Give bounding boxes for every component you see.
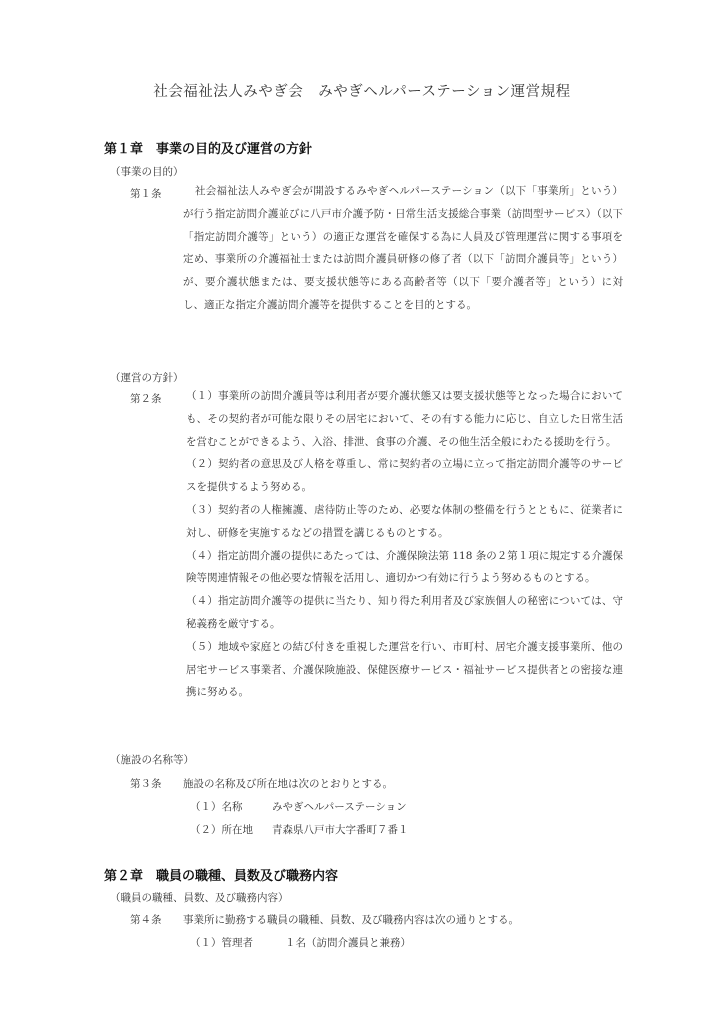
chapter-2-heading: 第２章 職員の職種、員数及び職務内容	[104, 869, 339, 884]
policy-item: （４）指定訪問介護等の提供に当たり、知り得た利用者及び家族個人の秘密については、守秘義務を厳守する。	[186, 595, 623, 630]
article-1-label: 第１条	[130, 188, 162, 200]
section-heading-staff: （職員の職種、員数、及び職務内容）	[110, 892, 289, 904]
article-1-body: 社会福祉法人みやぎ会が開設するみやぎヘルパーステーション（以下「事業所」という）が行う指定訪問介護並びに八戸市介護予防・日常生活支援総合事業（訪問型サービス）（以下「指定訪問介護等」という）の適正な運営を確保する為に人員及び管理運営に関する事項を定め、事業所の介護福祉士または訪問介護員研修の修了者（以下「訪問介護員等」という）が、要介護状態または、要支援状態等にある高齢者等（以下「要介護者等」という）に対し、適正な指定介護訪問介護等を提供することを目的とする。	[183, 185, 623, 311]
policy-item: （２）契約者の意思及び人格を尊重し、常に契約者の立場に立って指定訪問介護等のサービスを提供するよう努める。	[186, 458, 623, 494]
policy-item: （３）契約者の人権擁護、虐待防止等のため、必要な体制の整備を行うとともに、従業者に対し、研修を実施するなどの措置を講じるものとする。	[186, 503, 623, 539]
page-title: 社会福祉法人みやぎ会 みやぎヘルパーステーション運営規程	[153, 84, 571, 100]
facility-address-value: 青森県八戸市大字番町７番１	[272, 824, 409, 836]
policy-item: （４）指定訪問介護の提供にあたっては、介護保険法第 118 条の２第１項に規定する介護保険等関連情報その他必要な情報を活用し、適切かつ有効に行うよう努めるものとする。	[186, 549, 623, 585]
facility-name-value: みやぎヘルパーステーション	[272, 801, 407, 813]
article-3-label: 第３条	[130, 778, 162, 790]
article-1-text	[183, 180, 623, 317]
section-heading-facility: （施設の名称等）	[110, 754, 194, 766]
staff-manager-value: １名（訪問介護員と兼務）	[285, 937, 411, 949]
policy-item: （５）地域や家庭との結び付きを重視した運営を行い、市町村、居宅介護支援事業所、他の居宅サービス事業者、介護保険施設、保健医療サービス・福祉サービス提供者との密接な連携に努める。	[186, 640, 623, 699]
policy-item: （１）事業所の訪問介護員等は利用者が要介護状態又は要支援状態等となった場合においても、その契約者が可能な限りその居宅において、その有する能力に応じ、自立した日常生活を営むことができるよう、入浴、排泄、食事の介護、その他生活全般にわたる援助を行う。	[186, 390, 623, 448]
article-3-intro: 施設の名称及び所在地は次のとおりとする。	[183, 778, 393, 790]
facility-name-label: （１）名称	[190, 801, 243, 813]
section-heading-policy: （運営の方針）	[110, 372, 184, 384]
article-4-intro: 事業所に勤務する職員の職種、員数、及び職務内容は次の通りとする。	[183, 914, 519, 926]
staff-manager-label: （１）管理者	[190, 937, 253, 949]
chapter-1-heading: 第１章 事業の目的及び運営の方針	[104, 142, 313, 157]
article-2-items	[186, 385, 623, 704]
article-2-label: 第２条	[130, 393, 162, 405]
article-4-label: 第４条	[130, 914, 162, 926]
section-heading-purpose: （事業の目的）	[110, 166, 184, 178]
facility-address-label: （２）所在地	[190, 824, 253, 836]
